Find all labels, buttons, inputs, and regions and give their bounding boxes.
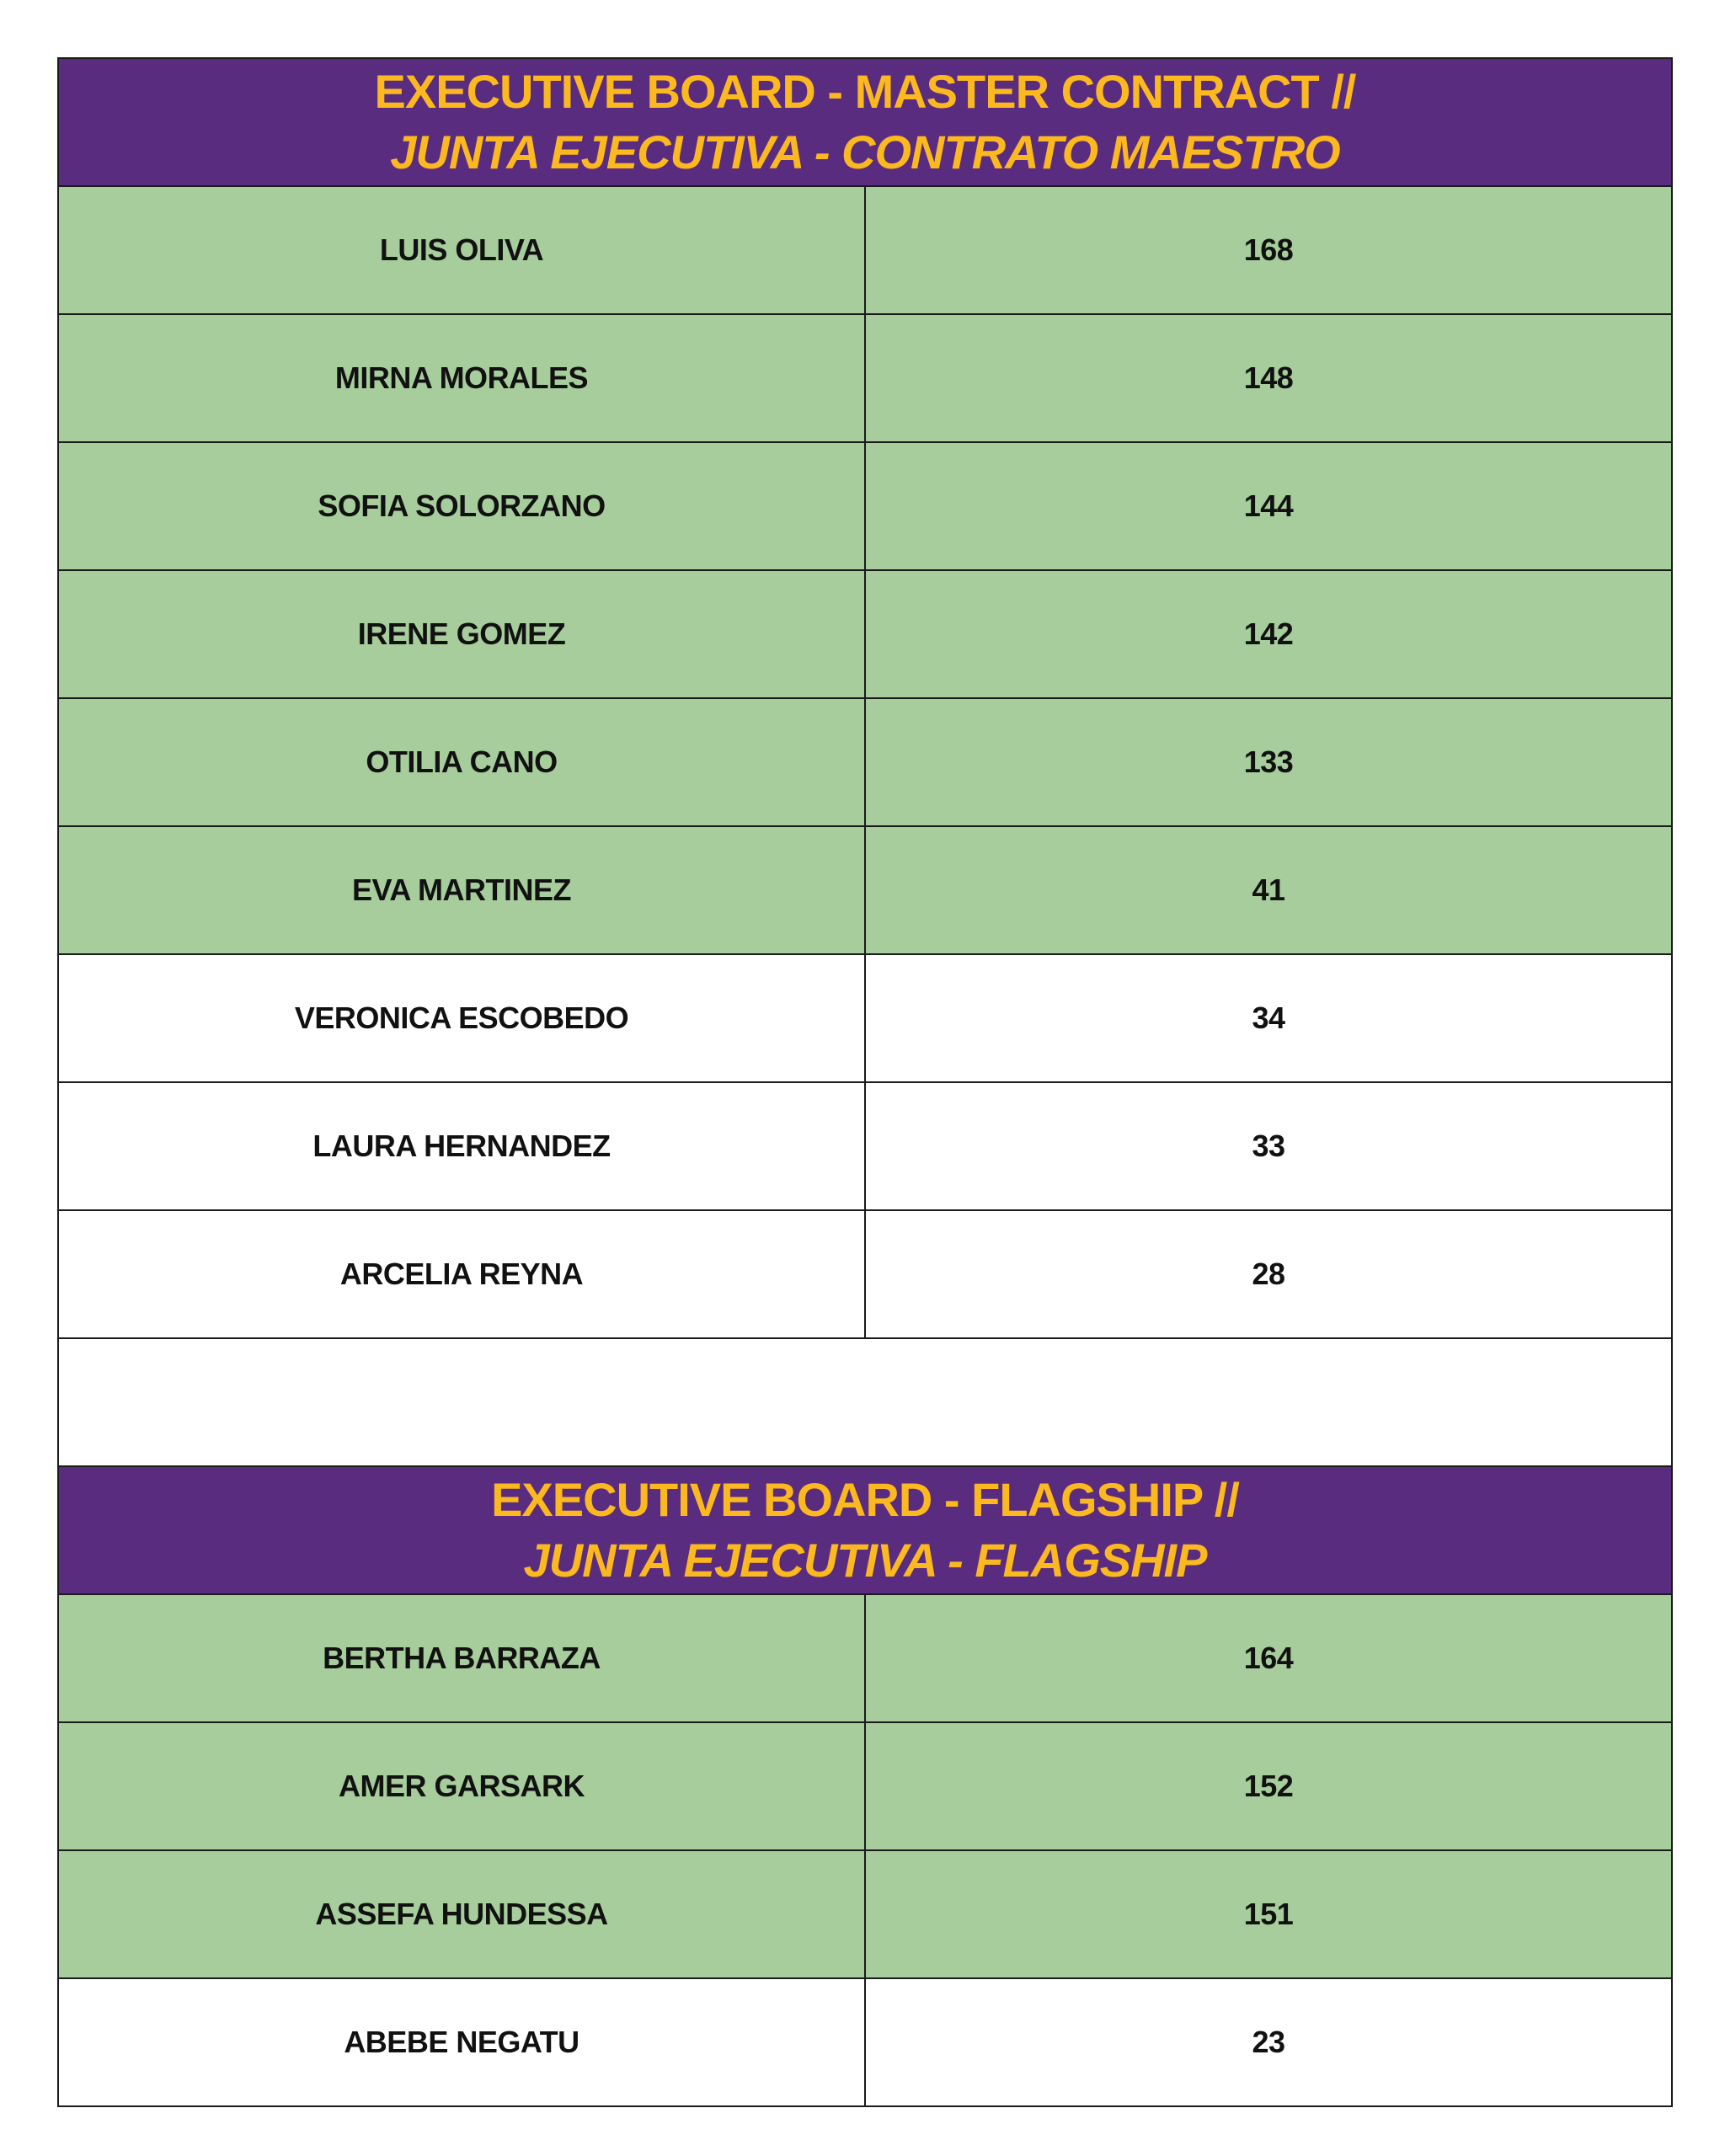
table-row <box>59 1211 1673 1339</box>
table-row <box>59 1723 1673 1851</box>
master-contract-title-es: JUNTA EJECUTIVA - CONTRATO MAESTRO <box>390 125 1340 179</box>
vote-count: 28 <box>866 1211 1673 1339</box>
candidate-name: ABEBE NEGATU <box>59 1979 866 2107</box>
master-contract-header <box>59 59 1673 187</box>
candidate-name: LUIS OLIVA <box>59 187 866 315</box>
vote-count: 34 <box>866 955 1673 1083</box>
candidate-name: BERTHA BARRAZA <box>59 1595 866 1723</box>
table-row <box>59 955 1673 1083</box>
flagship-title-en: EXECUTIVE BOARD - FLAGSHIP // <box>491 1473 1239 1526</box>
table-row <box>59 443 1673 571</box>
flagship-header <box>59 1467 1673 1595</box>
vote-count: 164 <box>866 1595 1673 1723</box>
table-row <box>59 315 1673 443</box>
candidate-name: AMER GARSARK <box>59 1723 866 1851</box>
flagship-title-es: JUNTA EJECUTIVA - FLAGSHIP <box>523 1534 1207 1587</box>
table-row <box>59 571 1673 699</box>
master-contract-title-en: EXECUTIVE BOARD - MASTER CONTRACT // <box>374 65 1356 118</box>
vote-count: 133 <box>866 699 1673 827</box>
vote-count: 168 <box>866 187 1673 315</box>
table-row <box>59 1979 1673 2107</box>
vote-count: 33 <box>866 1083 1673 1211</box>
vote-count: 23 <box>866 1979 1673 2107</box>
candidate-name: SOFIA SOLORZANO <box>59 443 866 571</box>
table-row <box>59 827 1673 955</box>
vote-count: 151 <box>866 1851 1673 1979</box>
candidate-name: ARCELIA REYNA <box>59 1211 866 1339</box>
candidate-name: LAURA HERNANDEZ <box>59 1083 866 1211</box>
vote-count: 144 <box>866 443 1673 571</box>
vote-count: 152 <box>866 1723 1673 1851</box>
candidate-name: ASSEFA HUNDESSA <box>59 1851 866 1979</box>
vote-count: 148 <box>866 315 1673 443</box>
vote-count: 41 <box>866 827 1673 955</box>
table-row <box>59 1851 1673 1979</box>
results-board <box>57 57 1673 2107</box>
candidate-name: EVA MARTINEZ <box>59 827 866 955</box>
table-row <box>59 187 1673 315</box>
table-row <box>59 1083 1673 1211</box>
table-row <box>59 1595 1673 1723</box>
candidate-name: IRENE GOMEZ <box>59 571 866 699</box>
vote-count: 142 <box>866 571 1673 699</box>
candidate-name: VERONICA ESCOBEDO <box>59 955 866 1083</box>
section-spacer <box>59 1339 1673 1467</box>
candidate-name: MIRNA MORALES <box>59 315 866 443</box>
candidate-name: OTILIA CANO <box>59 699 866 827</box>
table-row <box>59 699 1673 827</box>
